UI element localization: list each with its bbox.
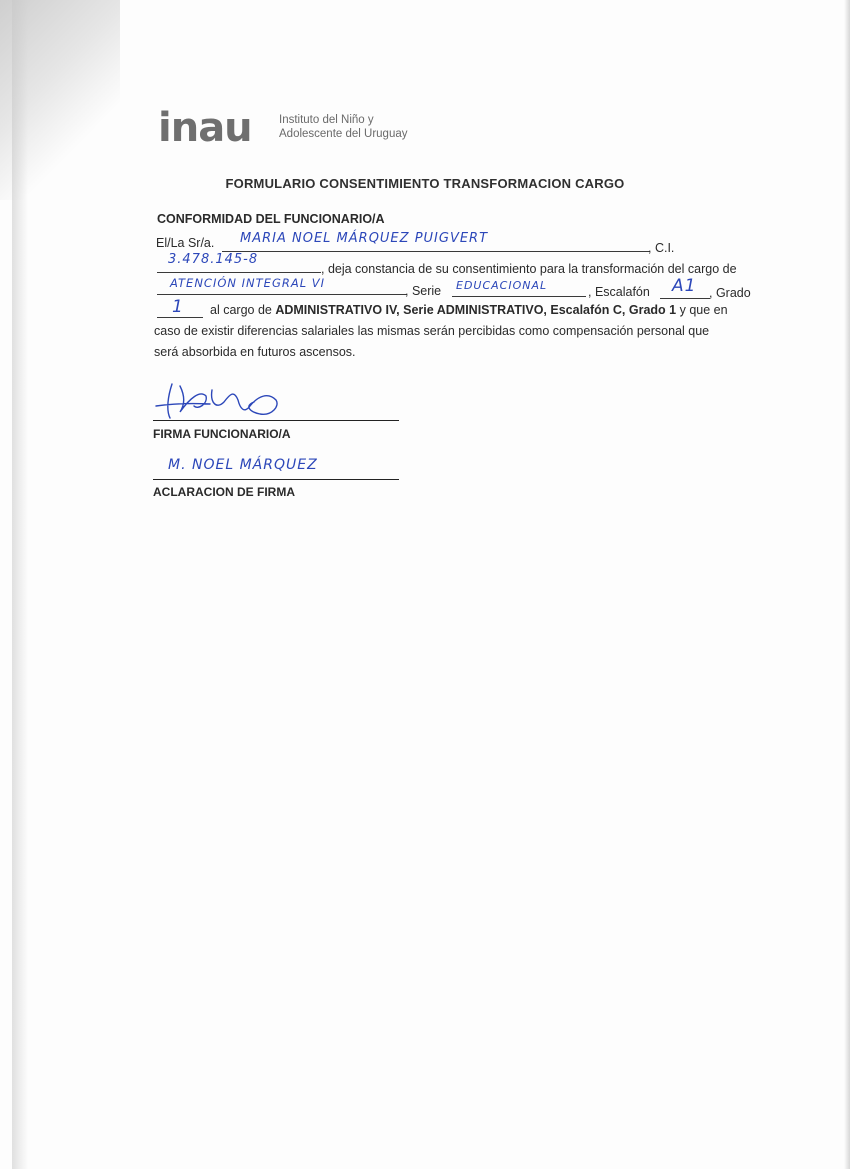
aclaracion-label: ACLARACION DE FIRMA — [153, 485, 295, 499]
filled-cargo: ATENCIÓN INTEGRAL VI — [170, 276, 326, 290]
grado-blank — [157, 317, 203, 318]
filled-grado: 1 — [172, 297, 184, 317]
label-serie: , Serie — [405, 284, 442, 298]
filled-escalafon: A1 — [672, 276, 697, 296]
label-escalafon: , Escalafón — [588, 285, 650, 299]
firma-line — [153, 420, 399, 421]
escalafon-blank — [660, 298, 710, 299]
text-line5: caso de existir diferencias salariales las mismas serán percibidas como compensación personal que — [154, 324, 710, 338]
label-grado: , Grado — [709, 286, 751, 300]
logo-mark: inau — [158, 105, 252, 151]
logo-org-name — [279, 113, 408, 141]
label-name: El/La Sr/a. — [156, 236, 215, 250]
logo-org-name-line1: Instituto del Niño y — [279, 114, 374, 126]
text-al-cargo: al cargo de — [210, 303, 272, 317]
logo-org-name-line2: Adolescente del Uruguay — [279, 128, 408, 140]
filled-serie: EDUCACIONAL — [456, 279, 548, 292]
label-ci: , C.I. — [648, 241, 675, 255]
name-blank — [222, 251, 650, 252]
cargo-blank — [157, 294, 407, 295]
line4-text — [210, 303, 728, 317]
section-heading: CONFORMIDAD DEL FUNCIONARIO/A — [157, 212, 385, 226]
ci-blank — [157, 272, 321, 273]
text-y-que-en: y que en — [679, 303, 728, 317]
filled-aclaracion: M. NOEL MÁRQUEZ — [168, 457, 318, 473]
firma-label: FIRMA FUNCIONARIO/A — [153, 427, 291, 441]
aclaracion-line — [153, 479, 399, 480]
consent-text: , deja constancia de su consentimiento para la transformación del cargo de — [321, 262, 737, 276]
inau-logo — [158, 103, 458, 153]
form-title: FORMULARIO CONSENTIMIENTO TRANSFORMACION CARGO — [225, 176, 625, 191]
signature-drawing — [150, 376, 290, 424]
serie-blank — [452, 296, 586, 297]
filled-ci: 3.478.145-8 — [168, 252, 259, 267]
text-line6: será absorbida en futuros ascensos. — [154, 345, 356, 359]
filled-name: MARIA NOEL MÁRQUEZ PUIGVERT — [240, 231, 489, 246]
new-cargo: ADMINISTRATIVO IV, Serie ADMINISTRATIVO, Escalafón C, Grado 1 — [275, 303, 677, 317]
